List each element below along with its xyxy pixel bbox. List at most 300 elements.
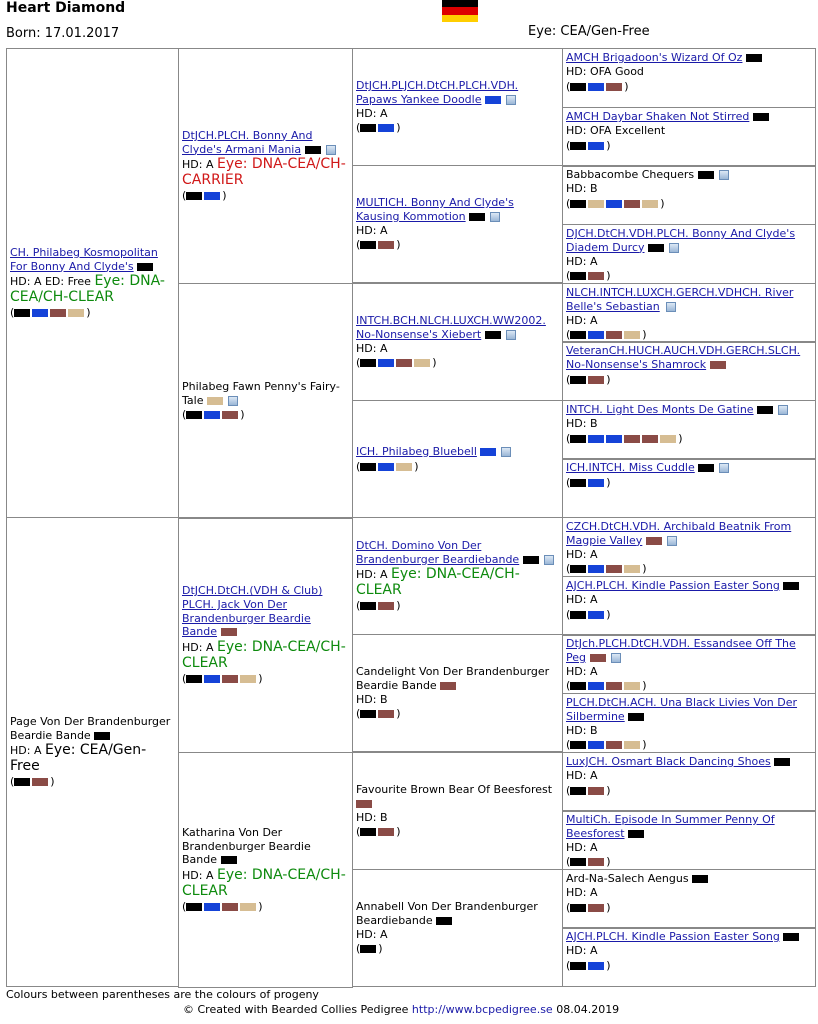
entry-name-line — [566, 813, 812, 841]
dog-name-link[interactable]: MultiCh. Episode In Summer Penny Of Beesforest — [566, 813, 775, 840]
progeny-colors: ( ) — [182, 900, 263, 914]
coat-color-swatch — [356, 800, 372, 808]
pedigree-grid — [6, 48, 816, 986]
progeny-color-swatch — [50, 309, 66, 317]
hd-score: HD: A — [566, 943, 598, 957]
entry-name-line — [10, 715, 175, 743]
pedigree-entry-dsd — [352, 634, 563, 752]
dog-name-link: Candelight Von Der Brandenburger Beardie Bande — [356, 665, 550, 692]
progeny-colors: ( ) — [566, 562, 647, 576]
coat-color-swatch — [94, 732, 110, 740]
progeny-color-swatch — [606, 331, 622, 339]
photo-icon[interactable] — [228, 396, 238, 406]
entry-name-line — [566, 696, 812, 724]
progeny-color-swatch — [588, 741, 604, 749]
dog-name-link[interactable]: DtJCH.PLJCH.DtCH.PLCH.VDH. Papaws Yankee Doodle — [356, 79, 519, 106]
dog-name-link[interactable]: CZCH.DtCH.VDH. Archibald Beatnik From Magpie Valley — [566, 520, 792, 547]
entry-health-line — [356, 342, 559, 356]
photo-icon[interactable] — [506, 330, 516, 340]
coat-color-swatch — [753, 113, 769, 121]
photo-icon[interactable] — [544, 555, 554, 565]
progeny-color-swatch — [588, 272, 604, 280]
progeny-color-swatch — [378, 710, 394, 718]
hd-score: HD: A ED: Free — [10, 275, 91, 289]
progeny-color-swatch — [588, 376, 604, 384]
progeny-color-swatch — [570, 200, 586, 208]
progeny-color-swatch — [186, 675, 202, 683]
entry-health-line — [182, 867, 349, 899]
progeny-color-swatch — [624, 331, 640, 339]
entry-health-line — [566, 314, 812, 328]
pedigree-entry-dsdd — [562, 693, 816, 753]
coat-color-swatch — [207, 397, 223, 405]
hd-score: HD: A — [356, 106, 388, 120]
photo-icon[interactable] — [719, 170, 729, 180]
entry-health-line — [566, 182, 812, 196]
progeny-colors: ( ) — [566, 431, 683, 445]
flag-stripe-1 — [442, 0, 478, 7]
progeny-color-swatch — [32, 309, 48, 317]
dog-name-link[interactable]: DtJCH.DtCH.(VDH & Club) PLCH. Jack Von Der Brandenburger Beardie Bande — [182, 584, 323, 639]
dog-name-link[interactable]: NLCH.INTCH.LUXCH.GERCH.VDHCH. River Belle's Sebastian — [566, 286, 794, 313]
progeny-color-swatch — [378, 359, 394, 367]
progeny-color-swatch — [570, 435, 586, 443]
progeny-color-swatch — [360, 828, 376, 836]
progeny-colors: ( ) — [356, 599, 401, 613]
coat-color-swatch — [774, 758, 790, 766]
hd-score: HD: A — [182, 641, 214, 655]
photo-icon[interactable] — [719, 463, 729, 473]
entry-name-line — [356, 665, 559, 693]
photo-icon[interactable] — [666, 302, 676, 312]
progeny-color-swatch — [588, 904, 604, 912]
progeny-colors: ( ) — [356, 707, 401, 721]
entry-health-line — [566, 593, 812, 607]
photo-icon[interactable] — [506, 95, 516, 105]
hd-score: HD: B — [356, 692, 388, 706]
coat-color-swatch — [523, 556, 539, 564]
progeny-color-swatch — [570, 272, 586, 280]
progeny-color-swatch — [624, 435, 640, 443]
progeny-color-swatch — [606, 565, 622, 573]
coat-color-swatch — [698, 171, 714, 179]
progeny-color-swatch — [360, 710, 376, 718]
pedigree-entry-s — [6, 48, 179, 518]
progeny-color-swatch — [624, 741, 640, 749]
progeny-color-swatch — [588, 565, 604, 573]
pedigree-entry-dddd — [562, 927, 816, 987]
coat-color-swatch — [480, 448, 496, 456]
progeny-color-swatch — [570, 741, 586, 749]
entry-health-line — [356, 224, 559, 238]
photo-icon[interactable] — [490, 212, 500, 222]
hd-score: HD: A — [566, 664, 598, 678]
entry-name-line — [566, 755, 812, 769]
eye-test-result: Eye: DNA-CEA/CH-CLEAR — [182, 867, 346, 900]
pedigree-entry-sd — [178, 283, 353, 519]
progeny-color-swatch — [570, 904, 586, 912]
entry-health-line — [10, 742, 175, 774]
pedigree-entry-sdsd — [562, 341, 816, 401]
pedigree-entry-ssds — [562, 165, 816, 225]
pedigree-entry-sssd — [562, 107, 816, 167]
hd-score: HD: A — [356, 927, 388, 941]
progeny-colors: ( ) — [566, 783, 611, 797]
dog-name-link: Favourite Brown Bear Of Beesforest — [356, 783, 553, 796]
dog-name-link[interactable]: AMCH Daybar Shaken Not Stirred — [566, 110, 750, 123]
hd-score: HD: A — [182, 869, 214, 883]
dog-name-link[interactable]: AMCH Brigadoon's Wizard Of Oz — [566, 51, 743, 64]
progeny-color-swatch — [588, 331, 604, 339]
footer-credit — [183, 1003, 619, 1016]
progeny-color-swatch — [570, 611, 586, 619]
progeny-color-swatch — [32, 778, 48, 786]
dog-name-link[interactable]: LuxJCH. Osmart Black Dancing Shoes — [566, 755, 771, 768]
progeny-color-swatch — [378, 124, 394, 132]
eye-test-result: Eye: DNA-CEA/CH-CARRIER — [182, 156, 346, 189]
coat-color-swatch — [783, 933, 799, 941]
pedigree-entry-sss — [352, 48, 563, 166]
progeny-color-swatch — [240, 903, 256, 911]
hd-score: HD: OFA Excellent — [566, 123, 666, 137]
coat-color-swatch — [757, 406, 773, 414]
progeny-color-swatch — [240, 675, 256, 683]
progeny-color-swatch — [606, 741, 622, 749]
progeny-color-swatch — [360, 241, 376, 249]
entry-health-line — [356, 928, 559, 942]
entry-health-line — [566, 124, 812, 138]
hd-score: HD: B — [566, 416, 598, 430]
entry-name-line — [566, 403, 812, 417]
progeny-color-swatch — [588, 858, 604, 866]
progeny-color-swatch — [360, 602, 376, 610]
pedigree-entry-dds — [352, 752, 563, 870]
progeny-color-swatch — [624, 565, 640, 573]
progeny-colors: ( ) — [566, 79, 629, 93]
pedigree-entry-dssd — [562, 576, 816, 636]
progeny-colors: ( ) — [566, 372, 611, 386]
progeny-color-swatch — [570, 962, 586, 970]
progeny-color-swatch — [588, 435, 604, 443]
hd-score: HD: A — [566, 547, 598, 561]
dog-name-link[interactable]: PLCH.DtCH.ACH. Una Black Livies Von Der Silbermine — [566, 696, 798, 723]
pedigree-entry-dsss — [562, 517, 816, 577]
coat-color-swatch — [436, 917, 452, 925]
dog-name-link[interactable]: ICH.INTCH. Miss Cuddle — [566, 461, 695, 474]
hd-score: HD: A — [10, 744, 42, 758]
progeny-colors: ( ) — [356, 942, 383, 956]
photo-icon[interactable] — [778, 405, 788, 415]
dog-name-link[interactable]: AJCH.PLCH. Kindle Passion Easter Song — [566, 930, 780, 943]
progeny-colors: ( ) — [566, 475, 611, 489]
progeny-color-swatch — [570, 83, 586, 91]
dog-name-link[interactable]: MULTICH. Bonny And Clyde's Kausing Kommotion — [356, 196, 514, 223]
entry-name-line — [182, 826, 349, 867]
progeny-color-swatch — [642, 435, 658, 443]
hd-score: HD: B — [566, 723, 598, 737]
entry-name-line — [566, 168, 812, 182]
dog-name-link[interactable]: DtJCH.PLCH. Bonny And Clyde's Armani Mania — [182, 128, 313, 156]
dog-name-link[interactable]: CH. Philabeg Kosmopolitan For Bonny And Clyde's — [10, 245, 158, 273]
progeny-color-swatch — [642, 200, 658, 208]
progeny-color-swatch — [570, 858, 586, 866]
progeny-color-swatch — [222, 675, 238, 683]
entry-name-line — [566, 227, 812, 255]
entry-name-line — [566, 51, 812, 65]
pedigree-entry-ddsd — [562, 810, 816, 870]
progeny-color-swatch — [222, 411, 238, 419]
hd-score: HD: A — [566, 254, 598, 268]
pedigree-entry-ss — [178, 48, 353, 284]
dog-name-link[interactable]: VeteranCH.HUCH.AUCH.VDH.GERCH.SLCH. No-Nonsense's Shamrock — [566, 344, 801, 371]
progeny-color-swatch — [588, 142, 604, 150]
coat-color-swatch — [648, 244, 664, 252]
entry-health-line — [566, 548, 812, 562]
pedigree-entry-ssd — [352, 165, 563, 283]
progeny-color-swatch — [570, 787, 586, 795]
progeny-color-swatch — [588, 200, 604, 208]
entry-name-line — [10, 246, 175, 274]
dog-name-link[interactable]: AJCH.PLCH. Kindle Passion Easter Song — [566, 579, 780, 592]
progeny-colors: ( ) — [356, 825, 401, 839]
entry-health-line — [356, 107, 559, 121]
dog-name-link: Katharina Von Der Brandenburger Beardie Bande — [182, 825, 311, 867]
progeny-color-swatch — [186, 192, 202, 200]
dog-name-link[interactable]: DtJch.PLCH.DtCH.VDH. Essandsee Off The Peg — [566, 637, 796, 664]
entry-name-line — [566, 579, 812, 593]
progeny-colors: ( ) — [566, 196, 665, 210]
progeny-color-swatch — [624, 200, 640, 208]
coat-color-swatch — [590, 654, 606, 662]
entry-name-line — [566, 344, 812, 372]
progeny-color-swatch — [570, 682, 586, 690]
pedigree-entry-sddd — [562, 458, 816, 518]
entry-name-line — [356, 79, 559, 107]
progeny-color-swatch — [378, 828, 394, 836]
entry-health-line — [566, 944, 812, 958]
pedigree-entry-ssss — [562, 48, 816, 108]
pedigree-entry-ds — [178, 517, 353, 753]
entry-health-line — [566, 886, 812, 900]
coat-color-swatch — [783, 582, 799, 590]
hd-score: HD: A — [566, 840, 598, 854]
progeny-color-swatch — [378, 241, 394, 249]
coat-color-swatch — [628, 830, 644, 838]
entry-name-line — [356, 445, 559, 459]
pedigree-entry-sdss — [562, 283, 816, 343]
credit-link[interactable]: http://www.bcpedigree.se — [411, 1003, 553, 1016]
flag-stripe-3 — [442, 15, 478, 22]
progeny-colors: ( ) — [566, 900, 611, 914]
progeny-color-swatch — [588, 611, 604, 619]
eye-test-result: Eye: DNA-CEA/CH-CLEAR — [10, 273, 165, 306]
progeny-color-swatch — [186, 903, 202, 911]
progeny-colors: ( ) — [182, 189, 227, 203]
progeny-colors: ( ) — [566, 679, 647, 693]
born-date: Born: 17.01.2017 — [6, 26, 120, 41]
entry-name-line — [566, 872, 812, 886]
coat-color-swatch — [137, 263, 153, 271]
pedigree-entry-dsds — [562, 634, 816, 694]
hd-score: HD: A — [356, 568, 388, 582]
dog-name-link[interactable]: ICH. Philabeg Bluebell — [356, 444, 477, 458]
entry-health-line — [566, 665, 812, 679]
entry-name-line — [356, 900, 559, 928]
progeny-color-swatch — [570, 479, 586, 487]
entry-name-line — [566, 520, 812, 548]
photo-icon[interactable] — [611, 653, 621, 663]
progeny-color-swatch — [588, 962, 604, 970]
progeny-colors: ( ) — [356, 459, 419, 473]
dog-name-link: Babbacombe Chequers — [566, 168, 695, 181]
entry-name-line — [566, 930, 812, 944]
eye-test-result: Eye: DNA-CEA/CH-CLEAR — [356, 566, 520, 599]
coat-color-swatch — [485, 96, 501, 104]
progeny-colors: ( ) — [566, 269, 611, 283]
hd-score: HD: A — [356, 223, 388, 237]
coat-color-swatch — [628, 713, 644, 721]
progeny-colors: ( ) — [566, 958, 611, 972]
photo-icon[interactable] — [667, 536, 677, 546]
progeny-color-swatch — [606, 682, 622, 690]
dog-name-link[interactable]: INTCH.BCH.NLCH.LUXCH.WW2002. No-Nonsense's Xiebert — [356, 314, 546, 341]
photo-icon[interactable] — [669, 243, 679, 253]
hd-score: HD: A — [182, 158, 214, 172]
hd-score: HD: A — [566, 768, 598, 782]
entry-health-line — [182, 156, 349, 188]
pedigree-entry-ddds — [562, 869, 816, 929]
pedigree-entry-sdds — [562, 400, 816, 460]
progeny-color-swatch — [186, 411, 202, 419]
coat-color-swatch — [440, 682, 456, 690]
entry-health-line — [566, 255, 812, 269]
entry-name-line — [356, 196, 559, 224]
entry-name-line — [356, 314, 559, 342]
progeny-color-swatch — [378, 602, 394, 610]
progeny-color-swatch — [222, 903, 238, 911]
dog-name-link[interactable]: INTCH. Light Des Monts De Gatine — [566, 403, 754, 416]
progeny-color-swatch — [360, 463, 376, 471]
photo-icon[interactable] — [501, 447, 511, 457]
entry-name-line — [356, 539, 559, 567]
photo-icon[interactable] — [326, 145, 336, 155]
hd-score: HD: A — [566, 592, 598, 606]
entry-health-line — [566, 65, 812, 79]
entry-health-line — [356, 566, 559, 598]
pedigree-entry-ssdd — [562, 224, 816, 284]
eye-status: Eye: CEA/Gen-Free — [528, 24, 650, 39]
entry-health-line — [566, 841, 812, 855]
progeny-colors: ( ) — [356, 356, 437, 370]
entry-name-line — [566, 110, 812, 124]
progeny-color-swatch — [68, 309, 84, 317]
progeny-colors: ( ) — [10, 306, 91, 320]
progeny-colors: ( ) — [10, 775, 55, 789]
hd-score: HD: B — [566, 181, 598, 195]
credit-prefix: © Created with Bearded Collies Pedigree — [183, 1003, 409, 1016]
pedigree-entry-sds — [352, 283, 563, 401]
pedigree-entry-ddss — [562, 752, 816, 812]
pedigree-entry-ddd — [352, 869, 563, 987]
progeny-color-swatch — [588, 83, 604, 91]
entry-name-line — [356, 783, 559, 811]
progeny-color-swatch — [570, 565, 586, 573]
progeny-color-swatch — [204, 411, 220, 419]
eye-test-result: Eye: DNA-CEA/CH-CLEAR — [182, 639, 346, 672]
entry-health-line — [356, 811, 559, 825]
progeny-colors: ( ) — [566, 738, 647, 752]
dog-name-link: Annabell Von Der Brandenburger Beardiebande — [356, 900, 538, 927]
entry-name-line — [566, 637, 812, 665]
progeny-color-swatch — [606, 83, 622, 91]
coat-color-swatch — [469, 213, 485, 221]
coat-color-swatch — [692, 875, 708, 883]
progeny-colors: ( ) — [566, 607, 611, 621]
pedigree-entry-dss — [352, 517, 563, 635]
coat-color-swatch — [221, 856, 237, 864]
progeny-color-swatch — [360, 359, 376, 367]
entry-name-line — [566, 461, 812, 475]
progeny-colors: ( ) — [566, 328, 647, 342]
coat-color-swatch — [221, 628, 237, 636]
dog-name-link[interactable]: DtCH. Domino Von Der Brandenburger Beardiebande — [356, 538, 520, 566]
pedigree-entry-dd — [178, 752, 353, 988]
progeny-color-swatch — [588, 479, 604, 487]
progeny-color-swatch — [606, 200, 622, 208]
coat-color-swatch — [646, 537, 662, 545]
dog-name-link[interactable]: DJCH.DtCH.VDH.PLCH. Bonny And Clyde's Diadem Durcy — [566, 227, 796, 254]
coat-color-swatch — [485, 331, 501, 339]
germany-flag-icon — [442, 0, 478, 22]
hd-score: HD: A — [566, 885, 598, 899]
entry-health-line — [566, 417, 812, 431]
progeny-colors: ( ) — [566, 855, 611, 869]
header — [0, 0, 818, 46]
entry-health-line — [182, 639, 349, 671]
progeny-color-swatch — [378, 463, 394, 471]
progeny-color-swatch — [660, 435, 676, 443]
entry-health-line — [10, 273, 175, 305]
coat-color-swatch — [746, 54, 762, 62]
hd-score: HD: A — [356, 341, 388, 355]
progeny-colors: ( ) — [182, 672, 263, 686]
progeny-color-swatch — [588, 787, 604, 795]
progeny-colors: ( ) — [566, 138, 611, 152]
progeny-colors: ( ) — [356, 121, 401, 135]
flag-stripe-2 — [442, 7, 478, 14]
progeny-color-swatch — [588, 682, 604, 690]
pedigree-entry-d — [6, 517, 179, 987]
entry-health-line — [356, 693, 559, 707]
entry-name-line — [182, 380, 349, 408]
progeny-color-swatch — [570, 142, 586, 150]
progeny-color-swatch — [14, 309, 30, 317]
progeny-color-swatch — [204, 192, 220, 200]
dog-name-link: Philabeg Fawn Penny's Fairy-Tale — [182, 379, 340, 407]
coat-color-swatch — [710, 361, 726, 369]
credit-date: 08.04.2019 — [556, 1003, 620, 1016]
footer-note: Colours between parentheses are the colours of progeny — [6, 988, 319, 1001]
coat-color-swatch — [698, 464, 714, 472]
dog-name-link: Ard-Na-Salech Aengus — [566, 872, 689, 885]
progeny-color-swatch — [396, 463, 412, 471]
progeny-color-swatch — [606, 435, 622, 443]
pedigree-entry-sdd — [352, 400, 563, 518]
entry-health-line — [566, 769, 812, 783]
progeny-color-swatch — [570, 331, 586, 339]
progeny-color-swatch — [360, 945, 376, 953]
coat-color-swatch — [305, 146, 321, 154]
